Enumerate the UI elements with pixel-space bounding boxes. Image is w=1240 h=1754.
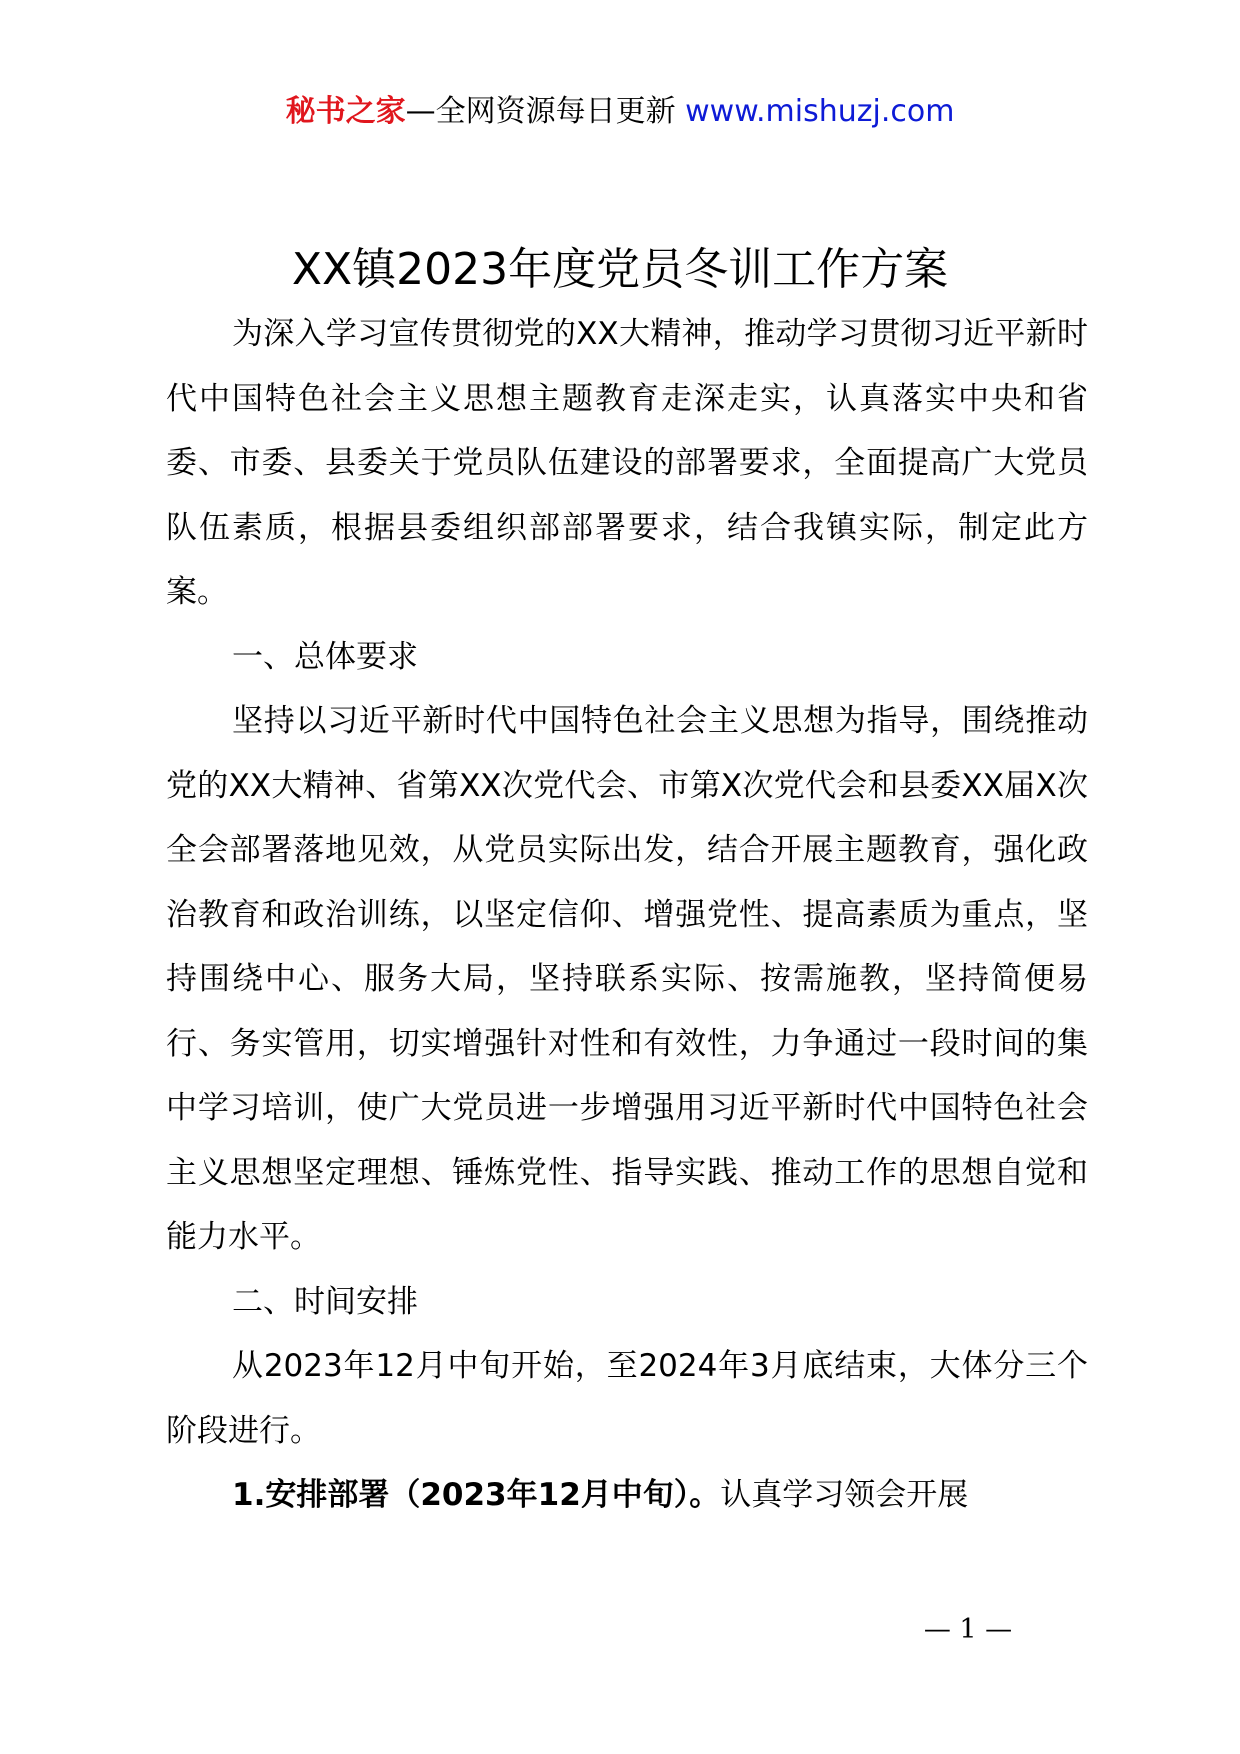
document-body — [166, 302, 1088, 1528]
section-paragraph-schedule: 从2023年12月中旬开始，至2024年3月底结束，大体分三个阶段进行。 — [166, 1348, 1088, 1449]
subsection-paragraph-deployment — [166, 1463, 1088, 1528]
subsection-lead-deployment: 1.安排部署（2023年12月中旬）。 — [232, 1477, 721, 1513]
site-url-link[interactable]: www.mishuzj.com — [685, 94, 955, 129]
document-title: XX镇2023年度党员冬训工作方案 — [291, 244, 949, 295]
page-number: — 1 — — [923, 1614, 1013, 1645]
subsection-text-deployment: 认真学习领会开展 — [720, 1477, 969, 1513]
site-header — [0, 92, 1240, 132]
section-heading-schedule: 二、时间安排 — [232, 1283, 418, 1320]
intro-paragraph: 为深入学习宣传贯彻党的XX大精神，推动学习贯彻习近平新时代中国特色社会主义思想主题教育走深走实，认真落实中央和省委、市委、县委关于党员队伍建设的部署要求，全面提高广大党员队伍素质，根据县委组织部部署要求，结合我镇实际，制定此方案。 — [166, 316, 1088, 610]
section-paragraph-general-requirements: 坚持以习近平新时代中国特色社会主义思想为指导，围绕推动党的XX大精神、省第XX次党代会、市第X次党代会和县委XX届X次全会部署落地见效，从党员实际出发，结合开展主题教育，强化政治教育和政治训练，以坚定信仰、增强党性、提高素质为重点，坚持围绕中心、服务大局，坚持联系实际、按需施教，坚持简便易行、务实管用，切实增强针对性和有效性，力争通过一段时间的集中学习培训，使广大党员进一步增强用习近平新时代中国特色社会主义思想坚定理想、锤炼党性、指导实践、推动工作的思想自觉和能力水平。 — [166, 703, 1088, 1255]
section-heading-general-requirements: 一、总体要求 — [232, 638, 418, 675]
site-brand: 秘书之家 — [285, 94, 406, 129]
site-tagline: —全网资源每日更新 — [405, 94, 676, 129]
